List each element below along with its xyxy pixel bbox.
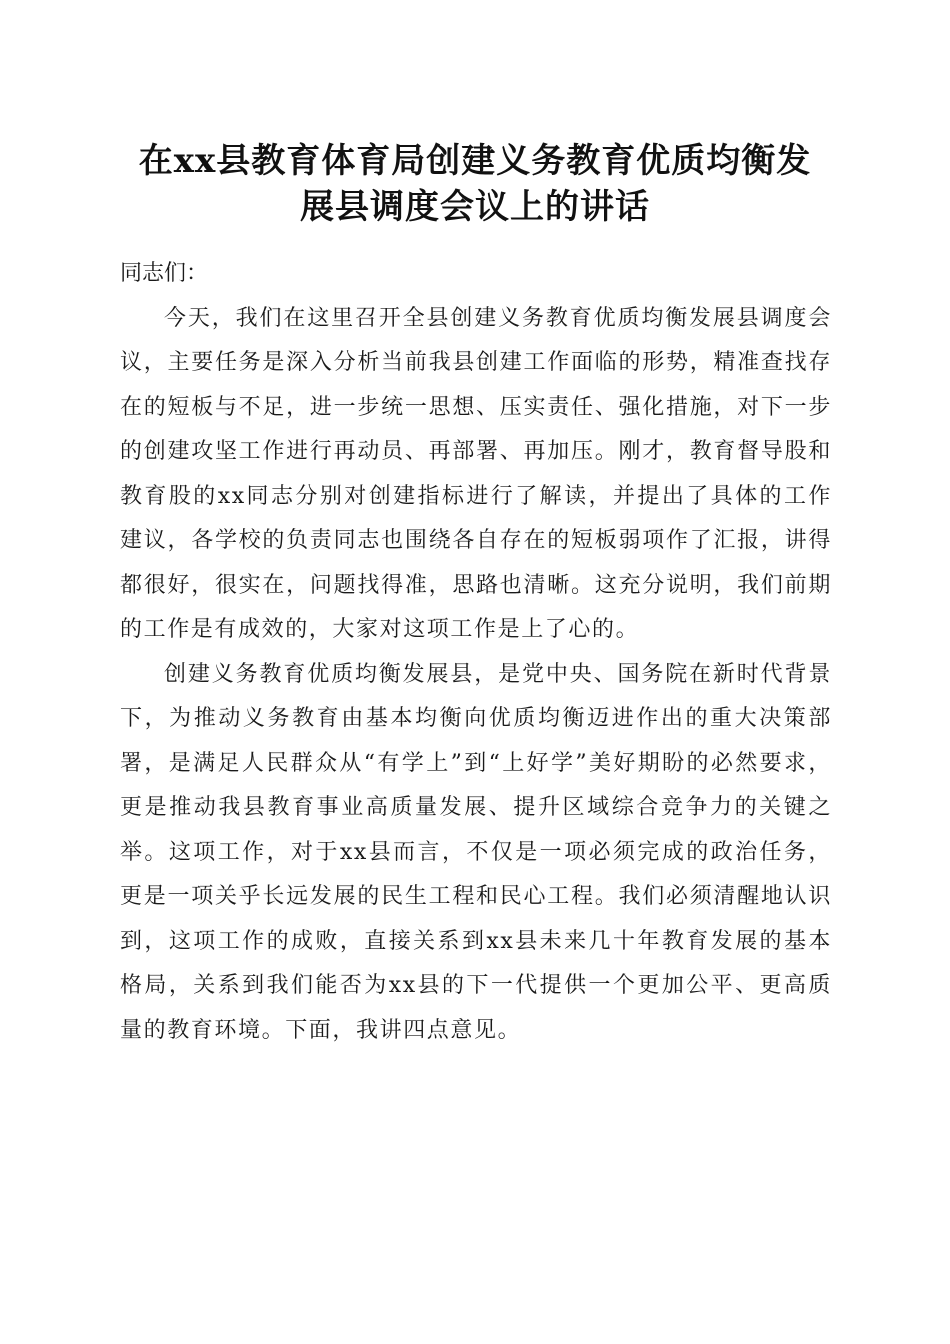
title-line-2: 展县调度会议上的讲话 bbox=[300, 187, 650, 227]
salutation: 同志们： bbox=[120, 261, 209, 286]
document-title bbox=[100, 138, 850, 230]
document-body bbox=[120, 252, 832, 1053]
paragraph-2: 创建义务教育优质均衡发展县，是党中央、国务院在新时代背景下，为推动义务教育由基本均衡向优质均衡迈进作出的重大决策部署，是满足人民群众从“有学上”到“上好学”美好期盼的必然要求，更是推动我县教育事业高质量发展、提升区域综合竞争力的关键之举。这项工作，对于xx县而言，不仅是一项必须完成的政治任务，更是一项关乎长远发展的民生工程和民心工程。我们必须清醒地认识到，这项工作的成败，直接关系到xx县未来几十年教育发展的基本格局，关系到我们能否为xx县的下一代提供一个更加公平、更高质量的教育环境。下面，我讲四点意见。 bbox=[120, 661, 832, 1043]
title-line-1: 在xx县教育体育局创建义务教育优质均衡发 bbox=[138, 141, 812, 181]
paragraph-1: 今天，我们在这里召开全县创建义务教育优质均衡发展县调度会议，主要任务是深入分析当前我县创建工作面临的形势，精准查找存在的短板与不足，进一步统一思想、压实责任、强化措施，对下一步的创建攻坚工作进行再动员、再部署、再加压。刚才，教育督导股和教育股的xx同志分别对创建指标进行了解读，并提出了具体的工作建议，各学校的负责同志也围绕各自存在的短板弱项作了汇报，讲得都很好，很实在，问题找得准，思路也清晰。这充分说明，我们前期的工作是有成效的，大家对这项工作是上了心的。 bbox=[120, 305, 832, 642]
